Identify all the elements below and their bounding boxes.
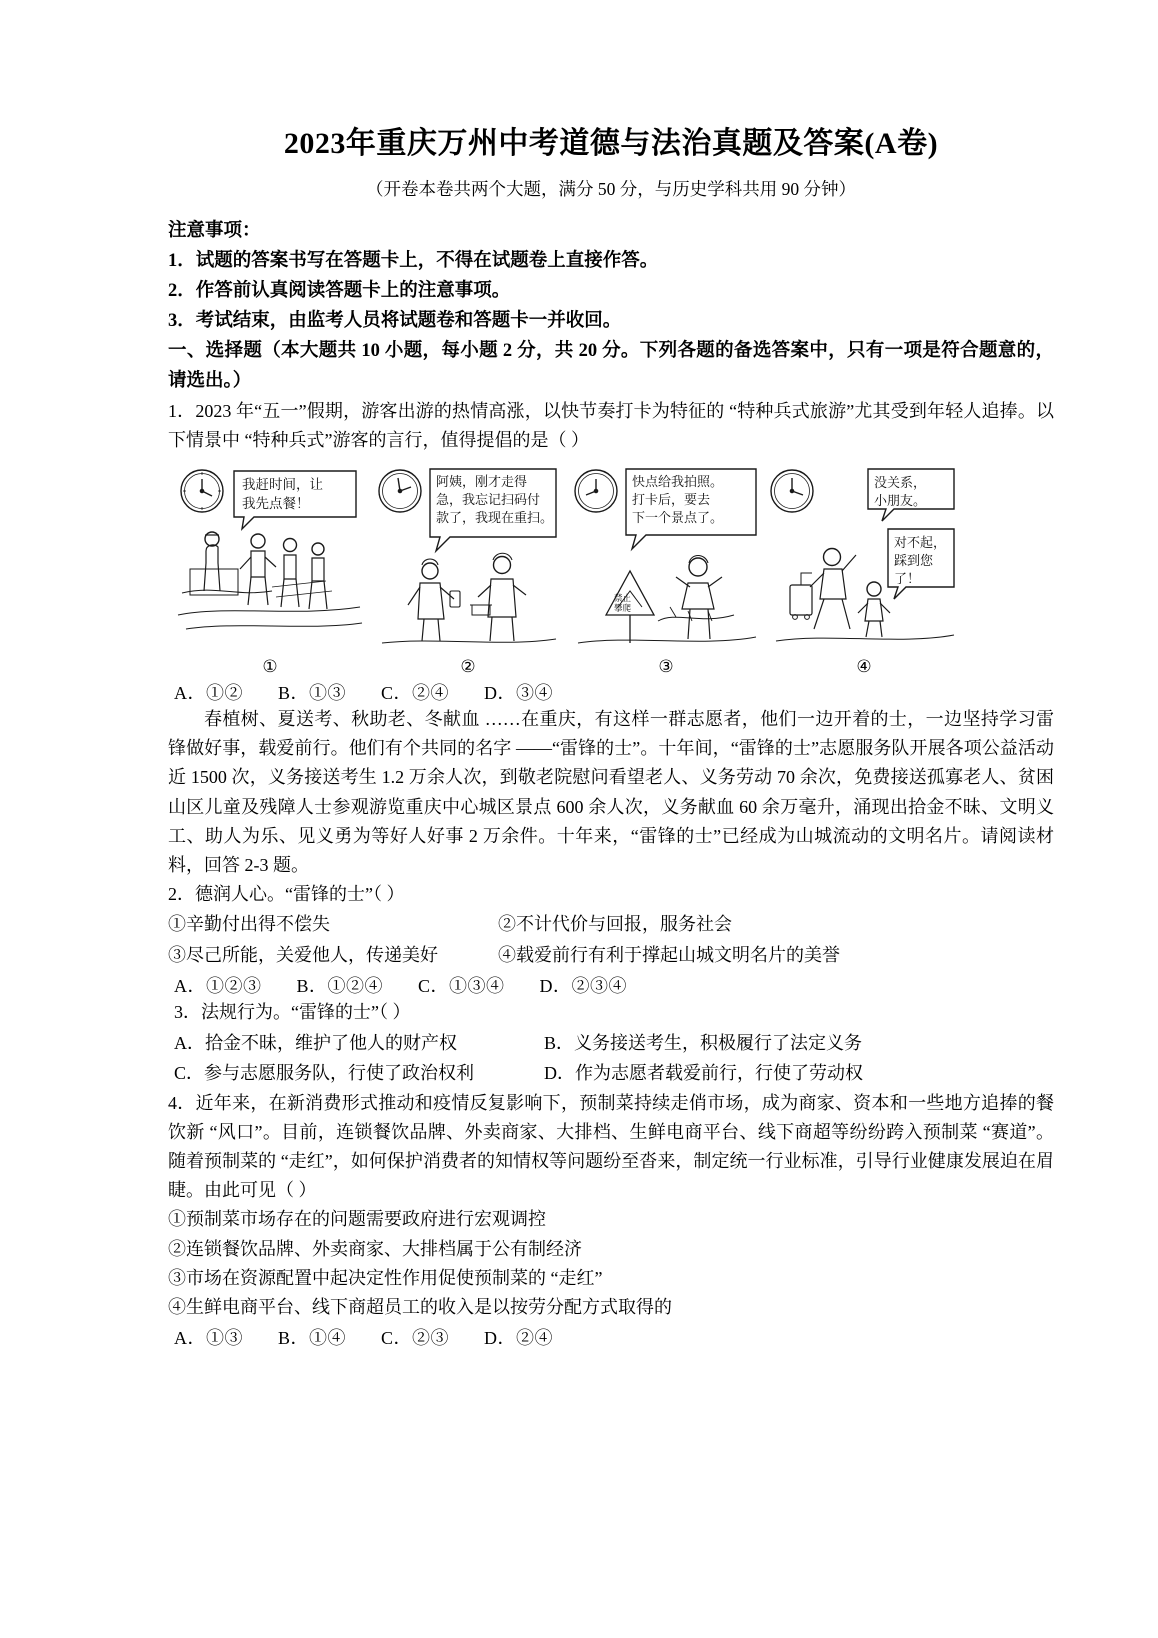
q2-statement-3: ③尽己所能，关爱他人，传递美好	[168, 944, 438, 965]
svg-text:小朋友。: 小朋友。	[874, 493, 927, 509]
svg-text:快点给我拍照。: 快点给我拍照。	[632, 474, 724, 490]
comic-panel-1-number: ①	[262, 657, 278, 677]
q3-option-b: B．义务接送考生，积极履行了法定义务	[544, 1032, 863, 1053]
q4-statement-3: ③市场在资源配置中起决定性作用促使预制菜的 “走红”	[168, 1267, 603, 1288]
q1-option-a: A．①②	[174, 683, 243, 704]
svg-text:阿姨，刚才走得: 阿姨，刚才走得	[436, 474, 528, 490]
q4-statement-1: ①预制菜市场存在的问题需要政府进行宏观调控	[168, 1209, 546, 1230]
svg-text:我先点餐！: 我先点餐！	[242, 496, 310, 512]
comic-panel-3	[572, 465, 760, 675]
svg-text:对不起，: 对不起，	[894, 535, 947, 551]
q2-option-a: A．①②③	[174, 976, 262, 997]
svg-text:了！: 了！	[894, 571, 921, 587]
svg-text:款了，我现在重扫。: 款了，我现在重扫。	[436, 510, 554, 526]
q4-option-d: D．②④	[484, 1328, 554, 1348]
svg-text:禁止: 禁止	[614, 593, 632, 604]
notice-item-3: 3．考试结束，由监考人员将试题卷和答题卡一并收回。	[168, 310, 622, 331]
question-1-stem: 1．2023 年“五一”假期，游客出游的热情高涨，以快节奏打卡为特征的 “特种兵式旅游”尤其受到年轻人追捧。以下情景中 “特种兵式”游客的言行，值得提倡的是（ ）	[168, 400, 1054, 450]
q1-option-d: D．③④	[484, 683, 554, 704]
q4-statement-2: ②连锁餐饮品牌、外卖商家、大排档属于公有制经济	[168, 1238, 582, 1259]
q2-option-c: C．①③④	[418, 976, 505, 997]
comic-panel-1	[176, 465, 364, 675]
svg-text:急，我忘记扫码付: 急，我忘记扫码付	[436, 492, 541, 508]
q4-option-b: B．①④	[278, 1328, 347, 1348]
notice-item-2: 2．作答前认真阅读答题卡上的注意事项。	[168, 280, 511, 301]
notice-item-1: 1．试题的答案书写在答题卡上，不得在试题卷上直接作答。	[168, 250, 659, 271]
comic-panel-4-number: ④	[856, 657, 872, 677]
question-2-stem: 2．德润人心。“雷锋的士”（ ）	[168, 884, 405, 905]
section-one-heading: 一、选择题（本大题共 10 小题，每小题 2 分，共 20 分。下列各题的备选答案中，只有一项是符合题意的，请选出。）	[168, 340, 1054, 391]
svg-text:踩到您: 踩到您	[894, 553, 934, 569]
question-4-options	[168, 1324, 1054, 1350]
q2-statement-4: ④载爱前行有利于撑起山城文明名片的美誉	[498, 944, 840, 965]
comic-panel-4	[770, 465, 958, 675]
q2-statement-2: ②不计代价与回报，服务社会	[498, 914, 732, 935]
q4-option-a: A．①③	[174, 1328, 243, 1348]
q2-statement-1: ①辛勤付出得不偿失	[168, 914, 330, 935]
q2-option-d: D．②③④	[539, 976, 628, 997]
notice-heading: 注意事项：	[168, 221, 261, 241]
page-title: 2023年重庆万州中考道德与法治真题及答案(A卷)	[283, 127, 939, 160]
q4-statement-4: ④生鲜电商平台、线下商超员工的收入是以按劳分配方式取得的	[168, 1296, 672, 1317]
q3-option-d: D．作为志愿者载爱前行，行使了劳动权	[544, 1063, 863, 1084]
svg-text:我赶时间，让: 我赶时间，让	[242, 477, 323, 493]
q1-option-c: C．②④	[381, 683, 450, 704]
q4-option-c: C．②③	[381, 1328, 450, 1348]
question-2-statements-row-1	[168, 909, 1054, 940]
question-3-options-row-1	[168, 1028, 1054, 1059]
question-3-stem: 3．法规行为。“雷锋的士”（ ）	[174, 1002, 411, 1023]
question-3-options-row-2	[168, 1058, 1054, 1089]
question-1-figure	[168, 465, 1054, 675]
svg-text:打卡后，要去: 打卡后，要去	[632, 492, 711, 508]
question-1-options	[168, 679, 1054, 705]
q1-option-b: B．①③	[278, 683, 347, 704]
q2-option-b: B．①②④	[296, 976, 384, 997]
q3-option-c: C．参与志愿服务队，行使了政治权利	[174, 1063, 475, 1084]
question-2-options	[168, 972, 1054, 998]
svg-text:没关系，: 没关系，	[874, 475, 927, 491]
exam-subtitle: （开卷本卷共两个大题，满分 50 分，与历史学科共用 90 分钟）	[366, 179, 856, 199]
svg-text:下一个景点了。: 下一个景点了。	[632, 510, 724, 526]
comic-panel-2-number: ②	[460, 657, 476, 677]
question-4-stem: 4．近年来，在新消费形式推动和疫情反复影响下，预制菜持续走俏市场，成为商家、资本和一些地方追捧的餐饮新 “风口”。目前，连锁餐饮品牌、外卖商家、大排档、生鲜电商平台、线下商超等纷纷跨入预制菜 “赛道”。随着预制菜的 “走红”，如何保护消费者的知情权等问题纷至沓来，制定统一行业标准，引导行业健康发展迫在眉睫。由此可见（ ）	[168, 1092, 1054, 1201]
q3-option-a: A．拾金不昧，维护了他人的财产权	[174, 1032, 457, 1053]
svg-text:攀爬: 攀爬	[614, 603, 632, 614]
material-passage-1: 春植树、夏送考、秋助老、冬献血 ……在重庆，有这样一群志愿者，他们一边开着的士，一边坚持学习雷锋做好事，载爱前行。他们有个共同的名字 ——“雷锋的士”。十年间，“雷锋的士”志愿服务队开展各项公益活动近 1500 次，义务接送考生 1.2 万余人次，到敬老院慰问看望老人、义务劳动 70 余次，免费接送孤寡老人、贫困山区儿童及残障人士参观游览重庆中心城区景点 600 余人次，义务献血 60 余万毫升，涌现出拾金不昧、文明义工、助人为乐、见义勇为等好人好事 2 万余件。十年来，“雷锋的士”已经成为山城流动的文明名片。请阅读材料，回答 2-3 题。	[168, 709, 1054, 875]
comic-panel-3-number: ③	[658, 657, 674, 677]
comic-panel-2	[374, 465, 562, 675]
question-2-statements-row-2	[168, 940, 1054, 971]
